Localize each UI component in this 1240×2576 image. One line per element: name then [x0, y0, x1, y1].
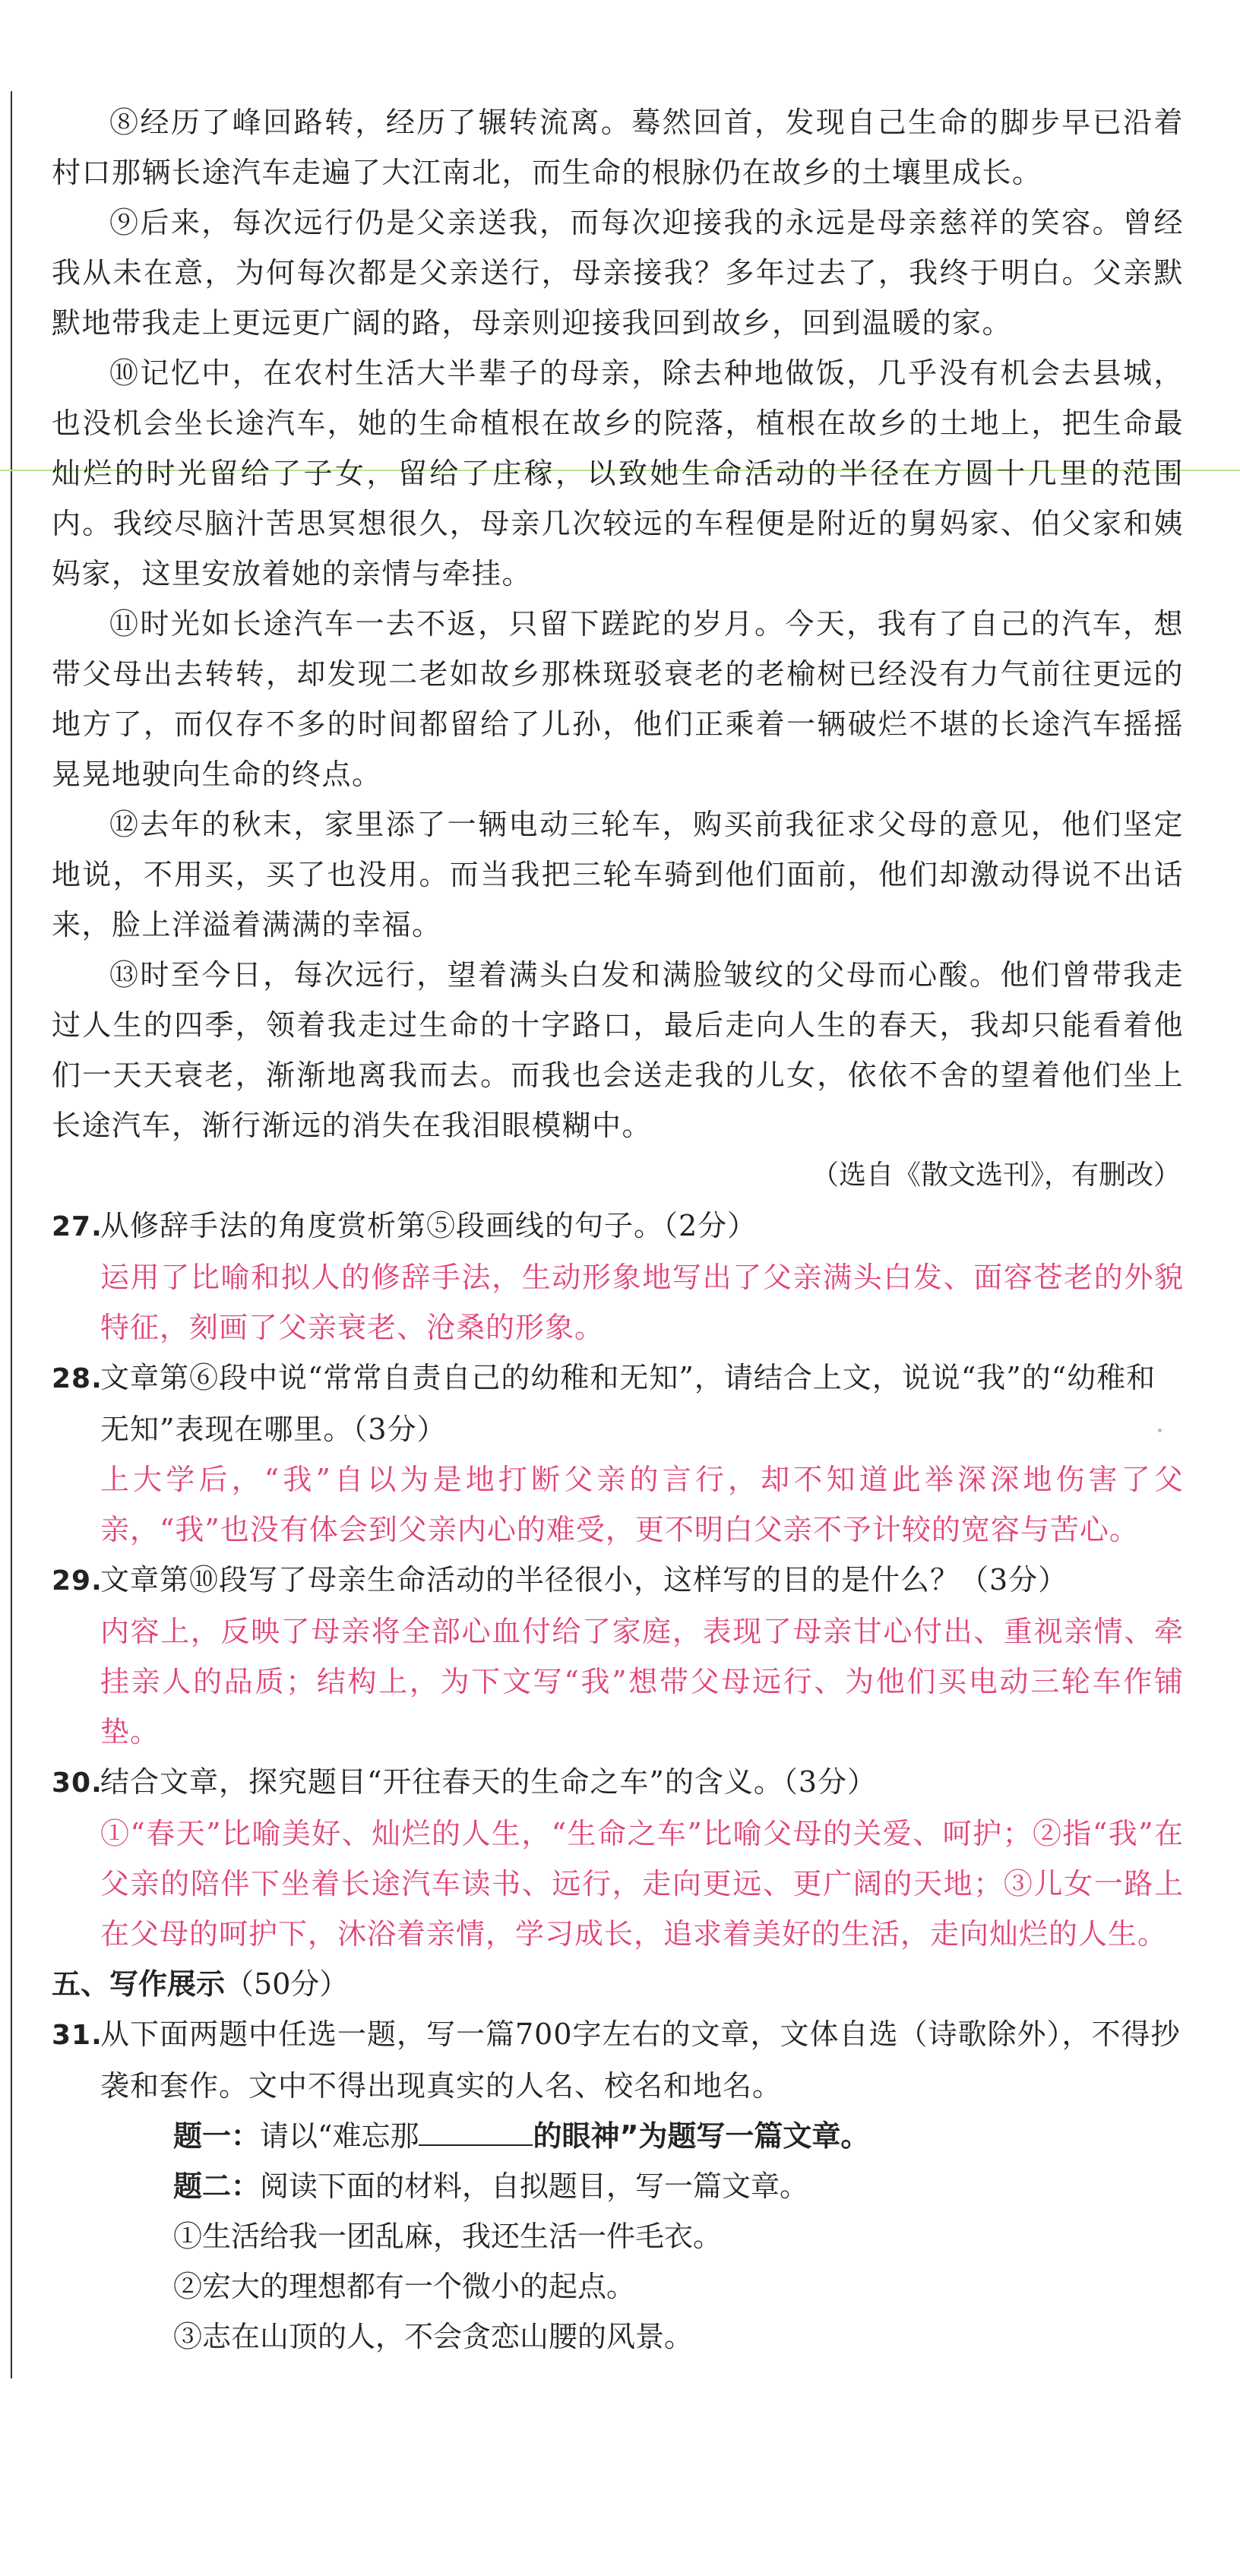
topic-one-prefix: 请以“难忘那 [260, 2119, 419, 2153]
paragraph-12: ⑫去年的秋末，家里添了一辆电动三轮车，购买前我征求父母的意见，他们坚定地说，不用买，买了也没用。而当我把三轮车骑到他们面前，他们却激动得说不出话来，脸上洋溢着满满的幸福。 [52, 808, 1184, 941]
topic-one-label: 题一： [173, 2119, 261, 2153]
document-page [52, 97, 1184, 2362]
answer-text: 内容上，反映了母亲将全部心血付给了家庭，表现了母亲甘心付出、重视亲情、牵挂亲人的品质；结构上，为下文写“我”想带父母远行、为他们买电动三轮车作铺垫。 [100, 1615, 1184, 1748]
question-number: 30. [52, 1767, 103, 1799]
question-text: 结合文章，探究题目“开往春天的生命之车”的含义。（3分） [100, 1765, 878, 1799]
question-number: 31. [52, 2020, 103, 2051]
material-item-2: ②宏大的理想都有一个微小的起点。 [173, 2270, 636, 2303]
source-note: （选自《散文选刊》，有删改） [811, 1160, 1181, 1191]
answer-text: 运用了比喻和拟人的修辞手法，生动形象地写出了父亲满头白发、面容苍老的外貌特征，刻画了父亲衰老、沧桑的形象。 [100, 1261, 1184, 1344]
material-item-3: ③志在山顶的人，不会贪恋山腰的风景。 [173, 2320, 694, 2353]
question-29 [52, 1555, 1184, 1757]
question-text: 从下面两题中任选一题，写一篇700字左右的文章，文体自选（诗歌除外），不得抄袭和套作。文中不得出现真实的人名、校名和地名。 [100, 2017, 1181, 2103]
question-text: 从修辞手法的角度赏析第⑤段画线的句子。（2分） [100, 1209, 758, 1242]
section-title: 五、写作展示 [52, 1967, 226, 2001]
answer-text: ①“春天”比喻美好、灿烂的人生，“生命之车”比喻父母的关爱、呵护；②指“我”在父亲的陪伴下坐着长途汽车读书、远行，走向更远、更广阔的天地；③儿女一路上在父母的呵护下，沐浴着亲情，学习成长，追求着美好的生活，走向灿烂的人生。 [100, 1817, 1184, 1951]
question-number: 27. [52, 1211, 103, 1242]
answer-text: 上大学后，“我”自以为是地打断父亲的言行，却不知道此举深深地伤害了父亲，“我”也没有体会到父亲内心的难受，更不明白父亲不予计较的宽容与苦心。 [100, 1463, 1184, 1546]
question-text: 文章第⑩段写了母亲生命活动的半径很小，这样写的目的是什么？（3分） [100, 1563, 1068, 1597]
paragraph-10: ⑩记忆中，在农村生活大半辈子的母亲，除去种地做饭，几乎没有机会去县城，也没机会坐长途汽车，她的生命植根在故乡的院落，植根在故乡的土地上，把生命最灿烂的时光留给了子女，留给了庄稼，以致她生命活动的半径在方圆十几里的范围内。我绞尽脑汁苦思冥想很久，母亲几次较远的车程便是附近的舅妈家、伯父家和姨妈家，这里安放着她的亲情与牵挂。 [52, 356, 1184, 590]
left-margin-rule [11, 91, 12, 2378]
question-number: 28. [52, 1363, 103, 1394]
fill-in-blank [419, 2122, 533, 2146]
topic-one-suffix: 的眼神”为题写一篇文章。 [533, 2119, 870, 2153]
paragraph-9: ⑨后来，每次远行仍是父亲送我，而每次迎接我的永远是母亲慈祥的笑容。曾经我从未在意，为何每次都是父亲送行，母亲接我？多年过去了，我终于明白。父亲默默地带我走上更远更广阔的路，母亲则迎接我回到故乡，回到温暖的家。 [52, 206, 1184, 340]
paragraph-11: ⑪时光如长途汽车一去不返，只留下蹉跎的岁月。今天，我有了自己的汽车，想带父母出去转转，却发现二老如故乡那株斑驳衰老的老榆树已经没有力气前往更远的地方了，而仅存不多的时间都留给了儿孙，他们正乘着一辆破烂不堪的长途汽车摇摇晃晃地驶向生命的终点。 [52, 607, 1184, 791]
topic-two [173, 2161, 1184, 2211]
paragraph-8: ⑧经历了峰回路转，经历了辗转流离。蓦然回首，发现自己生命的脚步早已沿着村口那辆长途汽车走遍了大江南北，而生命的根脉仍在故乡的土壤里成长。 [52, 106, 1184, 189]
question-text: 文章第⑥段中说“常常自责自己的幼稚和无知”，请结合上文，说说“我”的“幼稚和无知”表现在哪里。（3分） [100, 1361, 1156, 1446]
topic-two-text: 阅读下面的材料，自拟题目，写一篇文章。 [260, 2169, 809, 2203]
material-item-1: ①生活给我一团乱麻，我还生活一件毛衣。 [173, 2220, 723, 2253]
question-31 [52, 2009, 1184, 2362]
section-score: （50分） [225, 1967, 349, 2001]
question-28 [52, 1353, 1184, 1555]
question-30 [52, 1757, 1184, 1959]
question-number: 29. [52, 1565, 103, 1597]
topic-two-label: 题二： [173, 2169, 261, 2203]
paragraph-13: ⑬时至今日，每次远行，望着满头白发和满脸皱纹的父母而心酸。他们曾带我走过人生的四季，领着我走过生命的十字路口，最后走向人生的春天，我却只能看着他们一天天衰老，渐渐地离我而去。而我也会送走我的儿女，依依不舍的望着他们坐上长途汽车，渐行渐远的消失在我泪眼模糊中。 [52, 958, 1184, 1142]
question-27 [52, 1201, 1184, 1353]
topic-one [173, 2111, 1184, 2161]
section-heading [52, 1959, 1184, 2009]
